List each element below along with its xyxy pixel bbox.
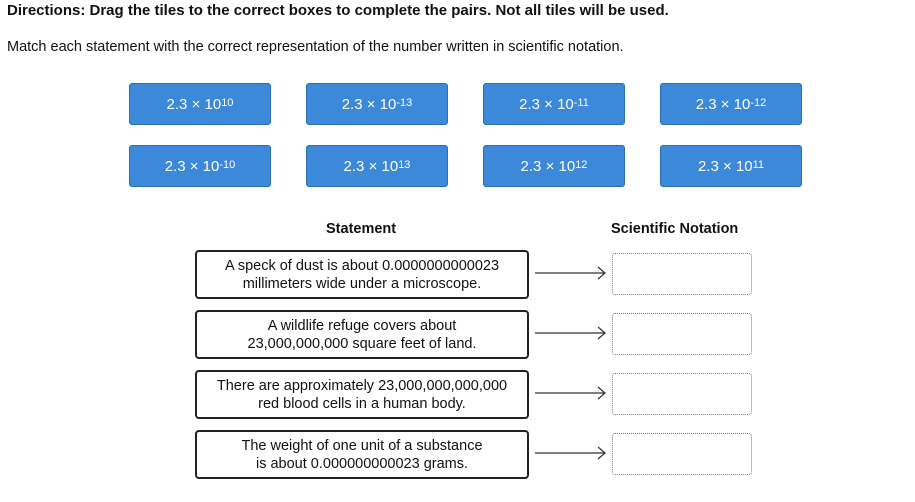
pair-row-2 xyxy=(195,310,765,360)
tile-base: 2.3 × 10 xyxy=(341,95,397,113)
tile-exponent: 12 xyxy=(575,159,588,171)
arrow-right-icon xyxy=(535,325,607,341)
answer-drop-box-2[interactable] xyxy=(612,313,752,355)
arrow-right-icon xyxy=(535,265,607,281)
tile-exponent: 11 xyxy=(752,159,765,171)
tile-exponent: 13 xyxy=(398,159,411,171)
answer-drop-box-1[interactable] xyxy=(612,253,752,295)
statement-box xyxy=(195,250,529,299)
tile-base: 2.3 × 10 xyxy=(520,157,576,175)
tile-option[interactable] xyxy=(660,145,802,187)
pair-row-3 xyxy=(195,370,765,420)
tile-option[interactable] xyxy=(129,83,271,125)
tile-exponent: -12 xyxy=(750,97,767,109)
tile-bank xyxy=(129,83,802,187)
tile-option[interactable] xyxy=(483,145,625,187)
instruction-text: Match each statement with the correct representation of the number written in scientific notation. xyxy=(7,39,624,55)
tile-option[interactable] xyxy=(306,83,448,125)
pair-row-4 xyxy=(195,430,765,480)
statement-line: is about 0.000000000023 grams. xyxy=(255,455,469,472)
tile-exponent: -10 xyxy=(219,159,236,171)
tile-base: 2.3 × 10 xyxy=(166,95,222,113)
statement-box xyxy=(195,430,529,479)
statement-box xyxy=(195,370,529,419)
statement-line: The weight of one unit of a substance xyxy=(241,437,483,454)
directions-text: Directions: Drag the tiles to the correct boxes to complete the pairs. Not all tiles will be used. xyxy=(7,2,669,19)
tile-base: 2.3 × 10 xyxy=(695,95,751,113)
statement-line: 23,000,000,000 square feet of land. xyxy=(247,335,477,352)
tile-exponent: -11 xyxy=(573,97,589,109)
statement-line: There are approximately 23,000,000,000,000 xyxy=(216,377,508,394)
scientific-notation-column-header: Scientific Notation xyxy=(611,221,739,237)
statement-box xyxy=(195,310,529,359)
pair-row-1 xyxy=(195,250,765,300)
answer-drop-box-4[interactable] xyxy=(612,433,752,475)
tile-option[interactable] xyxy=(129,145,271,187)
statement-line: millimeters wide under a microscope. xyxy=(242,275,482,292)
tile-base: 2.3 × 10 xyxy=(697,157,753,175)
tile-base: 2.3 × 10 xyxy=(519,95,574,113)
statement-line: A speck of dust is about 0.0000000000023 xyxy=(224,257,500,274)
tile-option[interactable] xyxy=(306,145,448,187)
tile-option[interactable] xyxy=(660,83,802,125)
tile-exponent: -13 xyxy=(396,97,413,109)
arrow-right-icon xyxy=(535,445,607,461)
tile-base: 2.3 × 10 xyxy=(343,157,399,175)
statement-column-header: Statement xyxy=(326,221,397,237)
answer-drop-box-3[interactable] xyxy=(612,373,752,415)
statement-line: red blood cells in a human body. xyxy=(258,395,466,412)
tile-base: 2.3 × 10 xyxy=(164,157,220,175)
tile-exponent: 10 xyxy=(221,97,234,109)
statement-line: A wildlife refuge covers about xyxy=(267,317,457,334)
tile-option[interactable] xyxy=(483,83,625,125)
arrow-right-icon xyxy=(535,385,607,401)
